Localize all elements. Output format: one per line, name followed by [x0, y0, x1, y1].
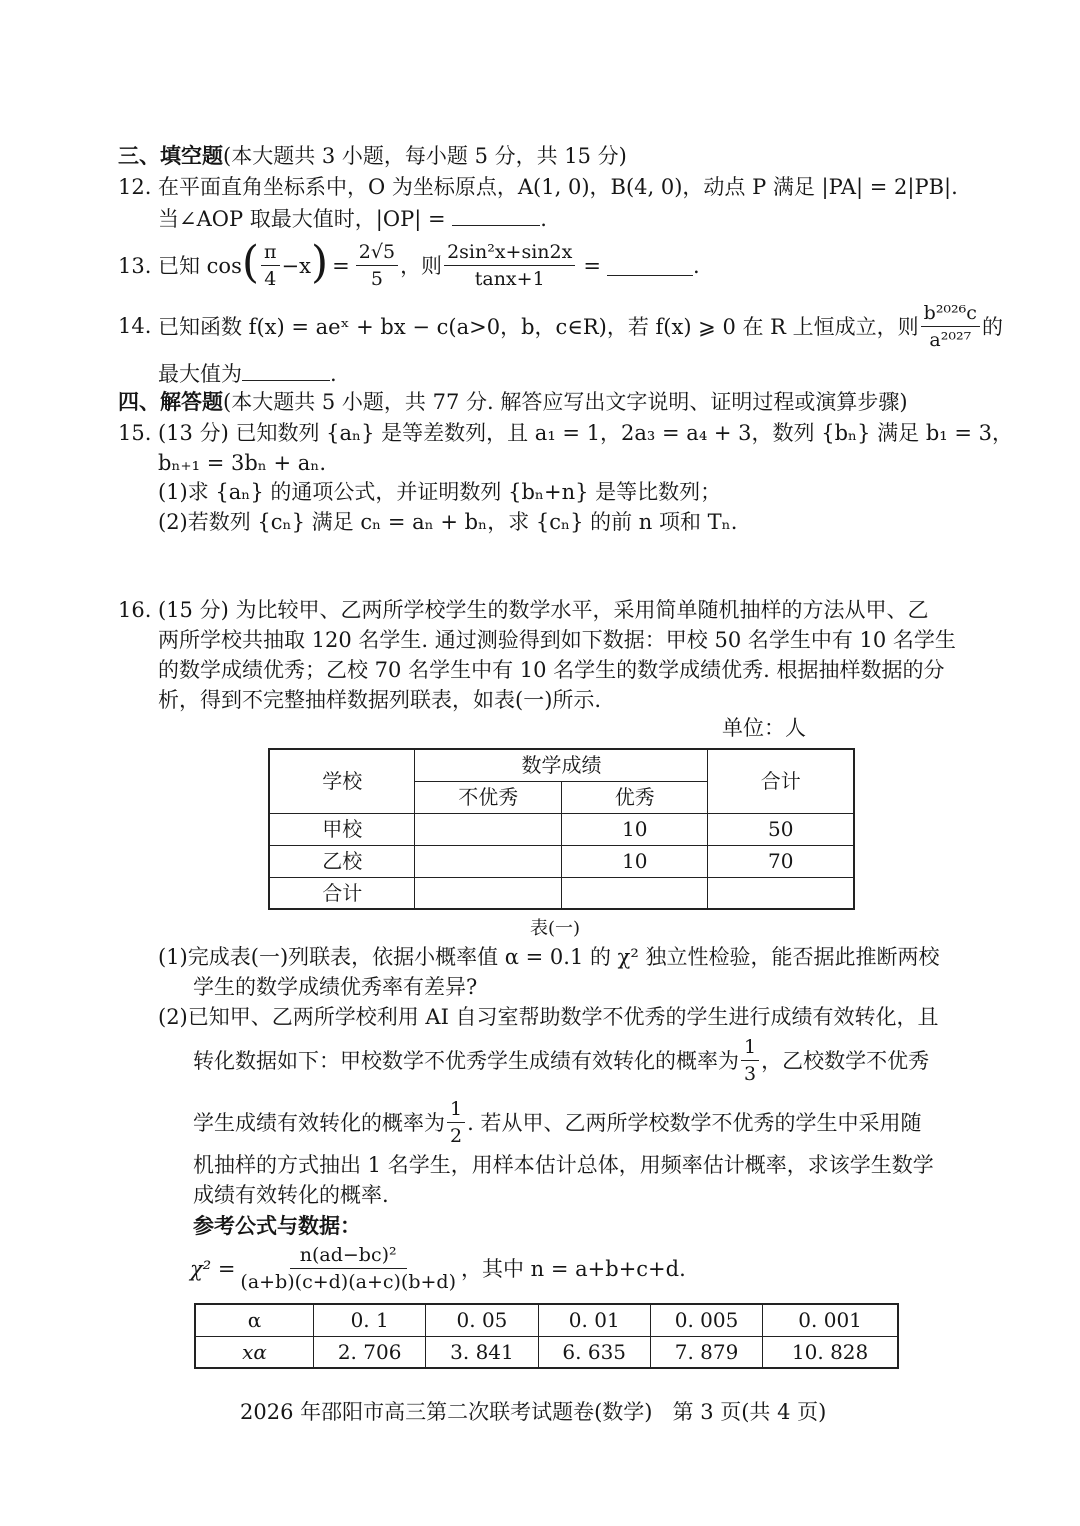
q14-fraction: $\frac{\text{b²⁰²⁶c}}{\text{a²⁰²⁷}}$ — [921, 304, 980, 350]
q16-part1-line1: (1)完成表(一)列联表，依据小概率值 α = 0.1 的 χ² 独立性检验，能否据此推断两校 — [158, 945, 940, 969]
q14-answer-blank[interactable] — [242, 362, 330, 381]
chi-square-formula: χ² = $\frac{\text{n(ad−bc)²}}{(a+b)(c+d)(a+c)(b+d)}$ ，其中 n = a+b+c+d. — [190, 1244, 686, 1293]
table-row: 甲校 10 50 — [269, 813, 854, 845]
table-row: 合计 — [269, 877, 854, 909]
critical-value-table — [194, 1303, 899, 1369]
cell-blank[interactable] — [708, 877, 854, 909]
q14-line1: 已知函数 f(x) = aeˣ + bx − c(a>0，b，c∈R)，若 f(x) ⩾ 0 在 R 上恒成立，则 $\frac{\text{b²⁰²⁶c}}{\text{a²⁰²⁷}}$ 的 — [158, 302, 1003, 351]
contingency-table — [268, 748, 855, 910]
q13-rhs-fraction: $\frac{2√5}{5}$ — [356, 243, 398, 289]
header-total: 合计 — [708, 749, 854, 813]
cell-blank[interactable] — [561, 877, 708, 909]
q13-expr-fraction: $\frac{\text{2sin²x+sin2x}}{\tan x+1}$ — [444, 243, 575, 289]
q15-line1: (13 分) 已知数列 {aₙ} 是等差数列，且 a₁ = 1，2a₃ = a₄ + 3，数列 {bₙ} 满足 b₁ = 3， — [158, 421, 1013, 445]
q12-end: . — [540, 207, 547, 231]
q16-part2-line3: 学生成绩有效转化的概率为 $\frac{1}{2}$ . 若从甲、乙两所学校数学不优秀的学生中采用随 — [193, 1098, 922, 1147]
q13-body: 已知 cos ( $\frac{\pi}{4}$ −x ) = $\frac{2√5}{5}$ ，则 $\frac{\text{2sin²x+sin2x}}{\tan x+1}$ = . — [158, 237, 700, 290]
q15-part1: (1)求 {aₙ} 的通项公式，并证明数列 {bₙ+n} 是等比数列； — [158, 480, 722, 504]
q14-line2: 最大值为 . — [158, 362, 337, 386]
q16-part2-line4: 机抽样的方式抽出 1 名学生，用样本估计总体，用频率估计概率，求该学生数学 — [193, 1153, 934, 1177]
q12-line2 — [158, 207, 547, 230]
cell-blank[interactable] — [415, 877, 561, 909]
header-school: 学校 — [269, 749, 415, 813]
section-3-heading: 三、填空题 — [118, 144, 223, 168]
table-row: α 0. 1 0. 05 0. 01 0. 005 0. 001 — [195, 1304, 898, 1336]
table-row: xα 2. 706 3. 841 6. 635 7. 879 10. 828 — [195, 1336, 898, 1368]
probability-fraction-1: $\frac{1}{3}$ — [741, 1038, 759, 1084]
q15-line2: bₙ₊₁ = 3bₙ + aₙ. — [158, 451, 327, 475]
cell-blank[interactable] — [415, 845, 561, 877]
table-row: 乙校 10 70 — [269, 845, 854, 877]
q12-line1: 在平面直角坐标系中，O 为坐标原点，A(1, 0)，B(4, 0)，动点 P 满足 |PA| = 2|PB|. — [158, 175, 958, 199]
q16-part2-line5: 成绩有效转化的概率. — [193, 1183, 389, 1207]
header-math-score: 数学成绩 — [415, 749, 708, 781]
q15-number: 15. — [118, 421, 152, 445]
q12-number: 12. — [118, 175, 152, 199]
q13-inner-fraction: $\frac{\pi}{4}$ — [261, 243, 280, 289]
q16-line1: (15 分) 为比较甲、乙两所学校学生的数学水平，采用简单随机抽样的方法从甲、乙 — [158, 598, 929, 622]
header-excellent: 优秀 — [561, 781, 708, 813]
q16-part2-line1: (2)已知甲、乙两所学校利用 AI 自习室帮助数学不优秀的学生进行成绩有效转化，且 — [158, 1005, 939, 1029]
q16-part2-line2: 转化数据如下：甲校数学不优秀学生成绩有效转化的概率为 $\frac{1}{3}$ ，乙校数学不优秀 — [193, 1036, 930, 1085]
q16-line3: 的数学成绩优秀；乙校 70 名学生中有 10 名学生的数学成绩优秀. 根据抽样数据的分 — [158, 658, 945, 682]
q12-line2-text: 当∠AOP 取最大值时，|OP| = — [158, 207, 446, 231]
section-3-note: (本大题共 3 小题，每小题 5 分，共 15 分) — [223, 144, 627, 168]
table-caption: 表(一) — [530, 918, 581, 939]
q13-number: 13. — [118, 254, 152, 278]
table-unit: 单位：人 — [722, 716, 806, 740]
formula-fraction: $\frac{\text{n(ad−bc)²}}{(a+b)(c+d)(a+c)(b+d)}$ — [240, 1244, 456, 1293]
reference-heading: 参考公式与数据： — [193, 1214, 361, 1238]
page-footer: 2026 年邵阳市高三第二次联考试题卷(数学) 第 3 页(共 4 页) — [240, 1400, 827, 1424]
q16-line4: 析，得到不完整抽样数据列联表，如表(一)所示. — [158, 688, 602, 712]
section-4-heading: 四、解答题 — [118, 390, 223, 414]
header-not-excellent: 不优秀 — [415, 781, 561, 813]
section-3-header — [118, 146, 627, 167]
probability-fraction-2: $\frac{1}{2}$ — [447, 1100, 465, 1146]
q13-pre: 已知 cos — [158, 253, 242, 278]
section-4-note: (本大题共 5 小题，共 77 分. 解答应写出文字说明、证明过程或演算步骤) — [223, 390, 908, 414]
q13-answer-blank[interactable] — [607, 257, 693, 276]
q15-part2: (2)若数列 {cₙ} 满足 cₙ = aₙ + bₙ，求 {cₙ} 的前 n 项和 Tₙ. — [158, 510, 738, 534]
q16-part1-line2: 学生的数学成绩优秀率有差异? — [193, 975, 478, 999]
q16-number: 16. — [118, 598, 152, 622]
q16-line2: 两所学校共抽取 120 名学生. 通过测验得到如下数据：甲校 50 名学生中有 10 名学生 — [158, 628, 956, 652]
q12-answer-blank[interactable] — [452, 207, 540, 226]
q13-inner-tail: −x — [281, 253, 311, 278]
section-4-header — [118, 392, 908, 413]
cell-blank[interactable] — [415, 813, 561, 845]
q14-number: 14. — [118, 314, 152, 338]
